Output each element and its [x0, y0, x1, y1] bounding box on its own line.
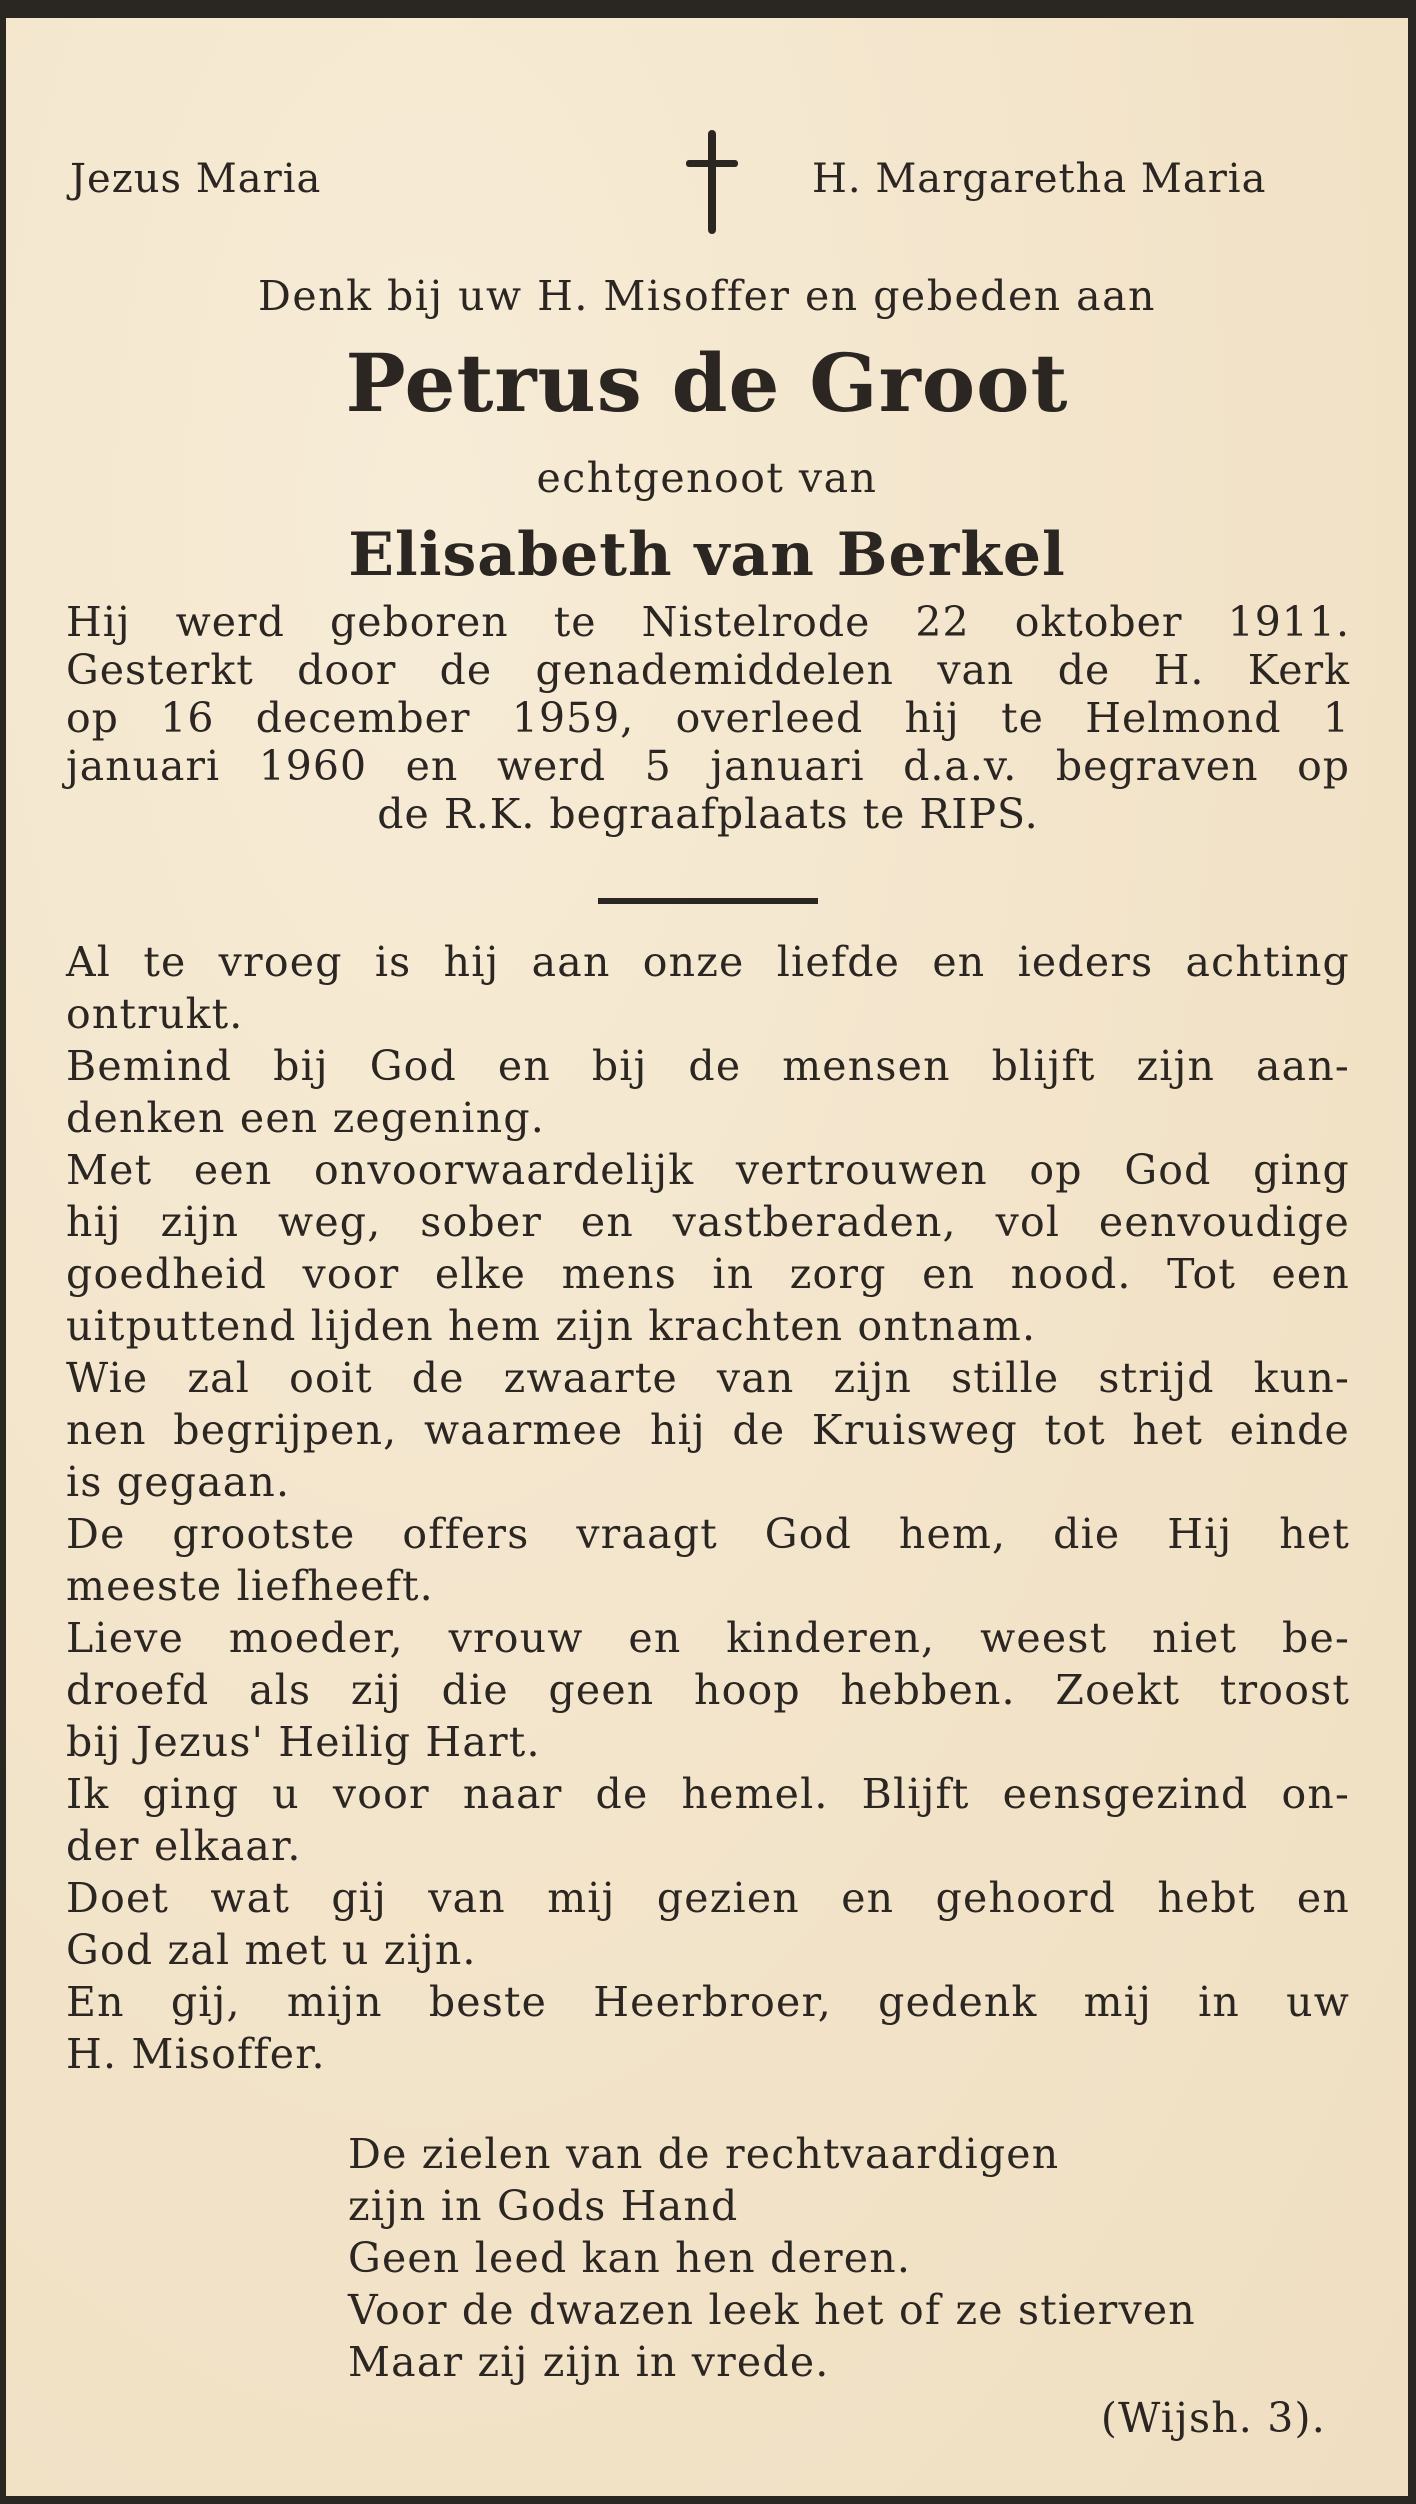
bio-line: op 16 december 1959, overleed hij te Helmond 1: [66, 694, 1350, 742]
cross-icon: [682, 130, 742, 234]
verse-source: (Wijsh. 3).: [1100, 2394, 1326, 2442]
text-line: Lieve moeder, vrouw en kinderen, weest niet be-: [66, 1614, 1350, 1662]
biography: [66, 598, 1350, 838]
memorial-text: [66, 936, 1350, 2080]
text-line: Met een onvoorwaardelijk vertrouwen op God ging: [66, 1146, 1350, 1194]
bio-line: januari 1960 en werd 5 januari d.a.v. begraven op: [66, 742, 1350, 790]
text-line: uitputtend lijden hem zijn krachten ontnam.: [66, 1302, 1037, 1350]
text-line: Doet wat gij van mij gezien en gehoord hebt en: [66, 1874, 1350, 1922]
text-line: Wie zal ooit de zwaarte van zijn stille strijd kun-: [66, 1354, 1350, 1402]
text-line: God zal met u zijn.: [66, 1926, 477, 1974]
verse-line: zijn in Gods Hand: [348, 2182, 739, 2230]
text-line: der elkaar.: [66, 1822, 302, 1870]
text-line: H. Misoffer.: [66, 2030, 326, 2078]
verse-line: Geen leed kan hen deren.: [348, 2234, 912, 2282]
text-line: denken een zegening.: [66, 1094, 546, 1142]
deceased-name: Petrus de Groot: [345, 336, 1069, 430]
memorial-card: [6, 18, 1408, 2496]
text-line: Ik ging u voor naar de hemel. Blijft eensgezind on-: [66, 1770, 1350, 1818]
text-line: nen begrijpen, waarmee hij de Kruisweg tot het einde: [66, 1406, 1350, 1454]
text-line: hij zijn weg, sober en vastberaden, vol eenvoudige: [66, 1198, 1350, 1246]
intro-line: Denk bij uw H. Misoffer en gebeden aan: [258, 272, 1156, 320]
text-line: En gij, mijn beste Heerbroer, gedenk mij in uw: [66, 1978, 1350, 2026]
verse-line: Maar zij zijn in vrede.: [348, 2338, 830, 2386]
text-line: Al te vroeg is hij aan onze liefde en ieders achting: [66, 938, 1350, 986]
text-line: is gegaan.: [66, 1458, 291, 1506]
bio-line: de R.K. begraafplaats te RIPS.: [377, 790, 1039, 838]
spouse-name: Elisabeth van Berkel: [348, 520, 1066, 590]
verse-line: Voor de dwazen leek het of ze stierven: [348, 2286, 1196, 2334]
text-line: De grootste offers vraagt God hem, die Hij het: [66, 1510, 1350, 1558]
text-line: ontrukt.: [66, 990, 244, 1038]
bio-line: Hij werd geboren te Nistelrode 22 oktober 1911.: [66, 598, 1350, 646]
bio-line: Gesterkt door de genademiddelen van de H. Kerk: [66, 646, 1350, 694]
text-line: bij Jezus' Heilig Hart.: [66, 1718, 541, 1766]
spouse-label: echtgenoot van: [536, 454, 878, 502]
text-line: droefd als zij die geen hoop hebben. Zoekt troost: [66, 1666, 1350, 1714]
divider-rule: [598, 898, 818, 904]
header-right-text: H. Margaretha Maria: [812, 156, 1267, 202]
verse-line: De zielen van de rechtvaardigen: [348, 2130, 1060, 2178]
text-line: meeste liefheeft.: [66, 1562, 434, 1610]
text-line: goedheid voor elke mens in zorg en nood. Tot een: [66, 1250, 1350, 1298]
scripture-verse: [348, 2128, 1196, 2388]
text-line: Bemind bij God en bij de mensen blijft zijn aan-: [66, 1042, 1350, 1090]
header-left-text: Jezus Maria: [70, 156, 322, 202]
